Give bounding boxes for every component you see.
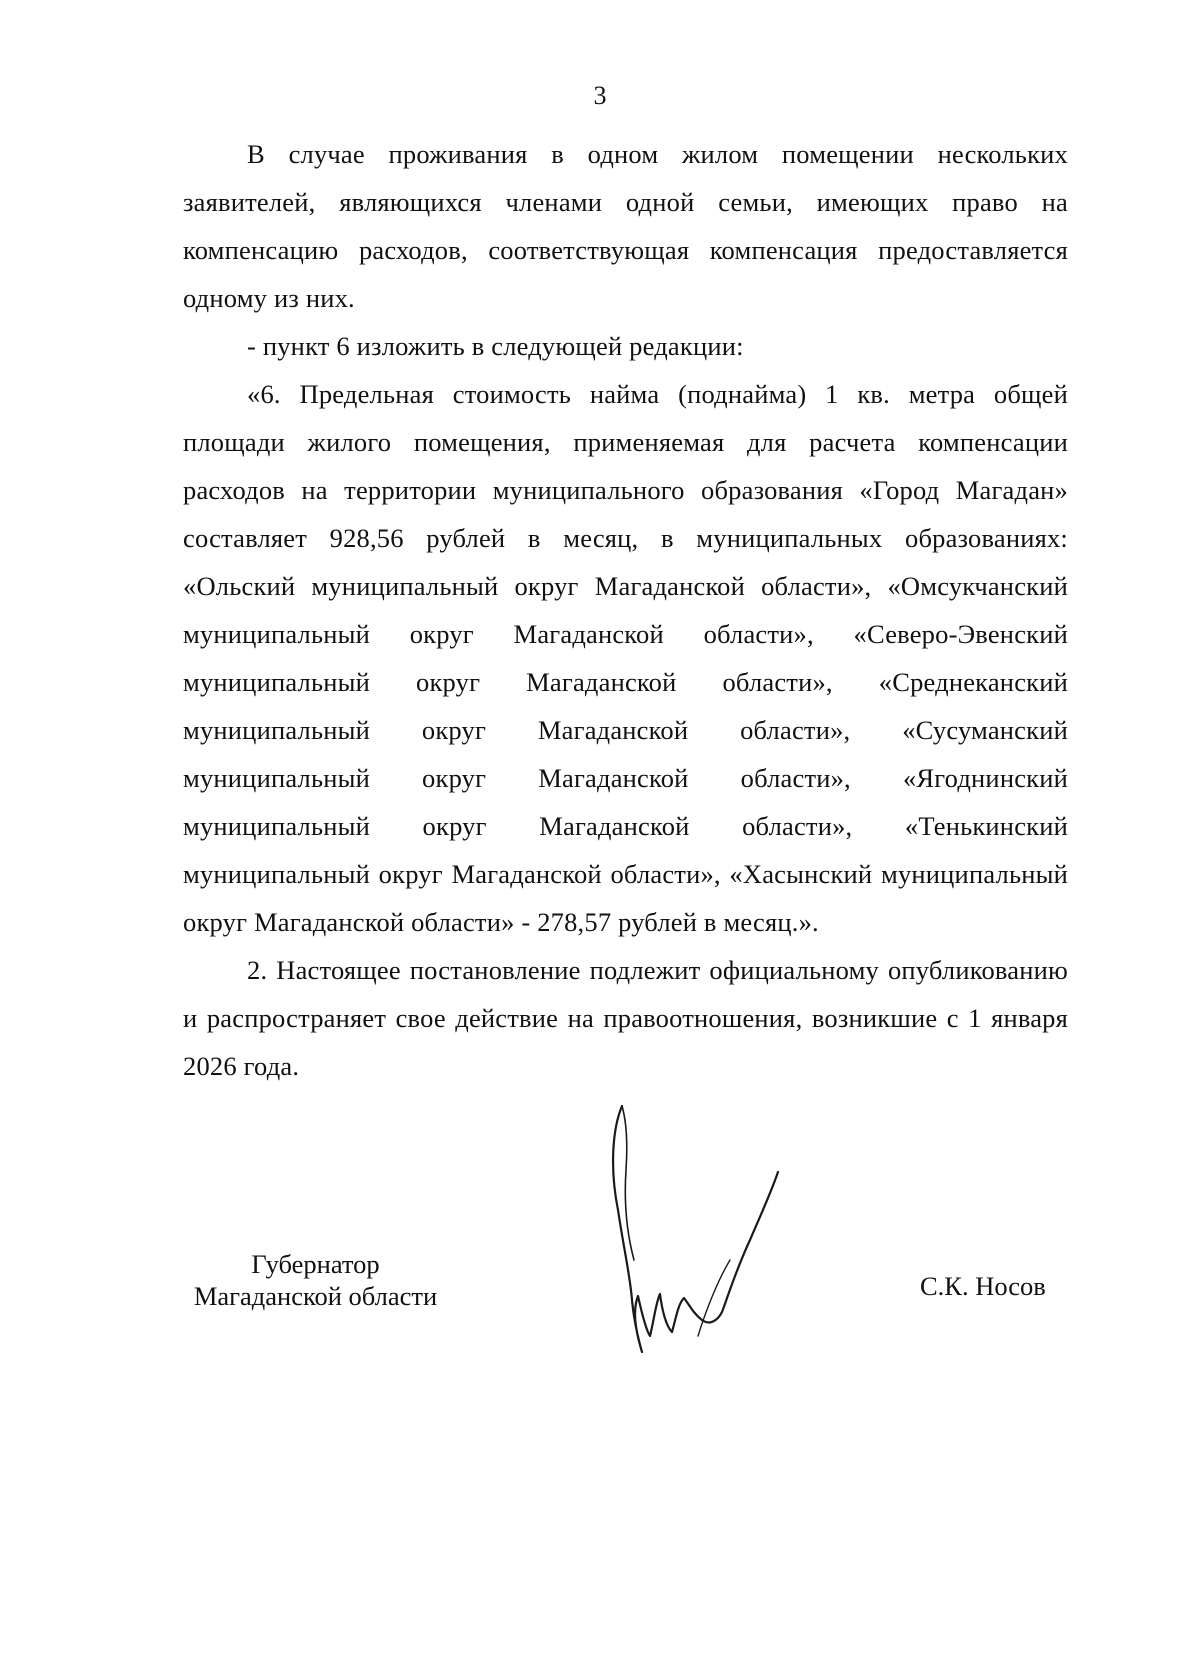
handwritten-signature [610, 1100, 840, 1360]
signer-name: С.К. Носов [920, 1271, 1046, 1301]
paragraph-family-compensation: В случае проживания в одном жилом помещении нескольких заявителей, являющихся членами одной семьи, имеющих право на компенсацию расходов, соответствующая компенсация предоставляется одному из них. [183, 139, 1068, 313]
signer-position-line-2: Магаданской области [193, 1281, 438, 1311]
paragraph-item-6-text: «6. Предельная стоимость найма (поднайма) 1 кв. метра общей площади жилого помещения, применяемая для расчета компенсации расходов на территории муниципального образования «Город Магадан» составляет 928,56 рублей в месяц, в муниципальных образованиях: «Ольский муниципальный округ Магаданской области», «Омсукчанский муниципальный округ Магаданской области», «Северо-Эвенский муниципальный округ Магаданской области», «Среднеканский муниципальный округ Магаданской области», «Сусуманский муниципальный округ Магаданской области», «Ягоднинский муниципальный округ Магаданской области», «Тенькинский муниципальный округ Магаданской области», «Хасынский муниципальный округ Магаданской области» - 278,57 рублей в месяц.». [183, 379, 1068, 937]
paragraph-effective-date: 2. Настоящее постановление подлежит официальному опубликованию и распространяет свое действие на правоотношения, возникшие с 1 января 2026 года. [183, 955, 1068, 1081]
signer-position-line-1: Губернатор [251, 1249, 380, 1279]
page-number: 3 [593, 81, 607, 110]
signer-position [183, 1248, 448, 1312]
paragraph-item-6-intro: - пункт 6 изложить в следующей редакции: [247, 331, 744, 361]
